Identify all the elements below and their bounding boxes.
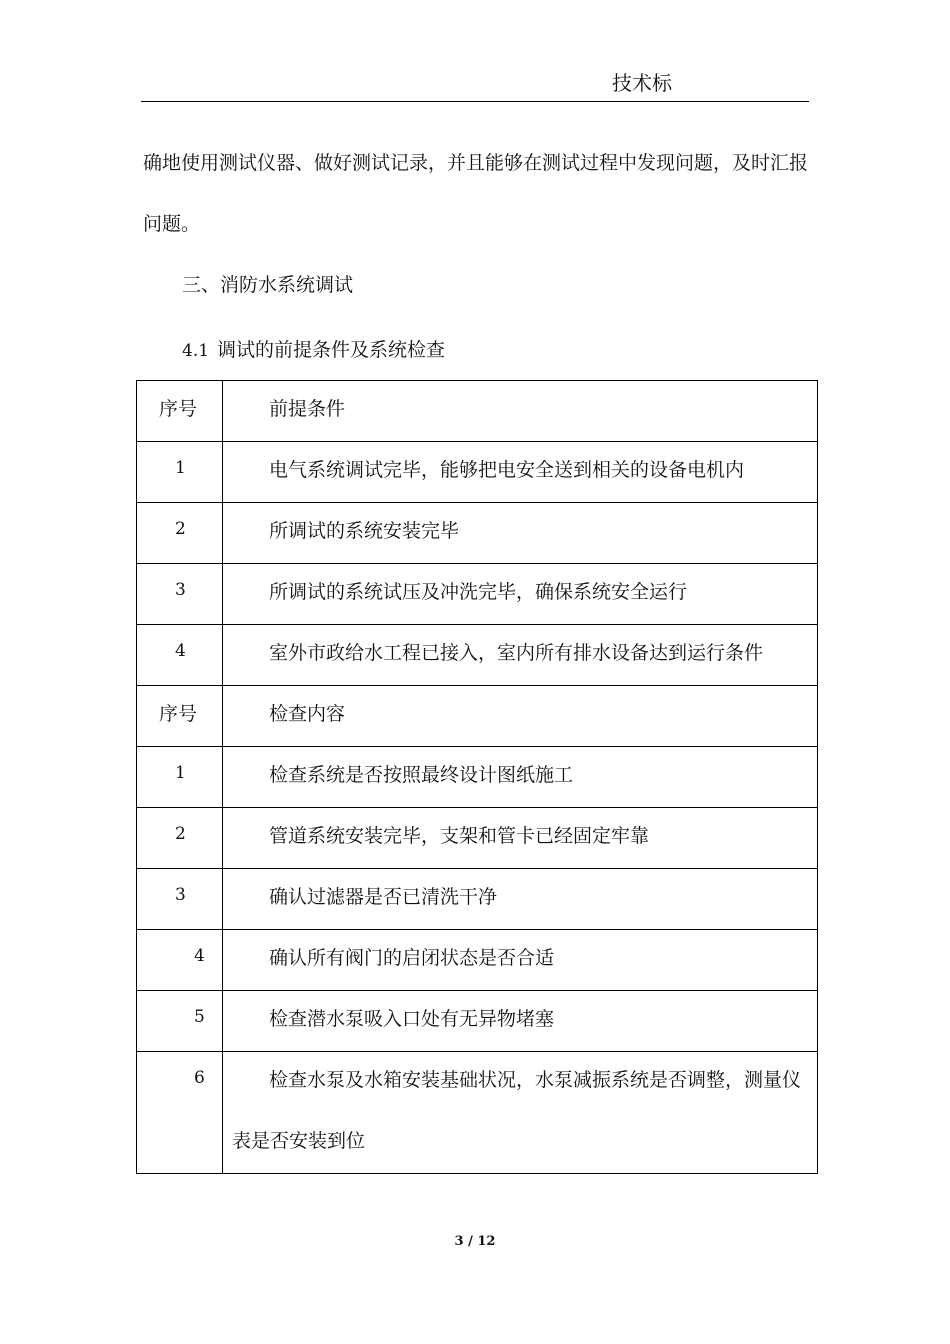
row-content: 管道系统安装完毕，支架和管卡已经固定牢靠 xyxy=(269,825,650,847)
row-seq: 4 xyxy=(194,946,205,966)
row-seq: 2 xyxy=(175,824,186,844)
row-seq: 3 xyxy=(175,580,186,600)
table-cell xyxy=(223,381,818,442)
table-cell xyxy=(137,930,223,991)
table-cell xyxy=(137,442,223,503)
table-row xyxy=(137,808,818,869)
body-paragraph-line-1: 确地使用测试仪器、做好测试记录，并且能够在测试过程中发现问题，及时汇报 xyxy=(143,152,809,174)
table-cell xyxy=(137,747,223,808)
header-divider xyxy=(141,101,809,102)
body-paragraph-line-2: 问题。 xyxy=(143,213,201,235)
table-row xyxy=(137,930,818,991)
table-row xyxy=(137,747,818,808)
column-header-check-items: 检查内容 xyxy=(269,703,346,725)
commissioning-table xyxy=(136,380,818,1174)
table-cell xyxy=(223,625,818,686)
row-content: 检查潜水泵吸入口处有无异物堵塞 xyxy=(269,1008,555,1030)
table-cell xyxy=(223,869,818,930)
table-cell xyxy=(223,930,818,991)
table-header-row-prerequisites xyxy=(137,381,818,442)
row-content: 室外市政给水工程已接入，室内所有排水设备达到运行条件 xyxy=(269,642,764,664)
row-content: 所调试的系统安装完毕 xyxy=(269,520,460,542)
column-header-prerequisites: 前提条件 xyxy=(269,398,346,420)
row-seq: 3 xyxy=(175,885,186,905)
table-cell xyxy=(223,564,818,625)
header-title: 技术标 xyxy=(612,71,672,95)
table-cell xyxy=(137,686,223,747)
row-content: 确认所有阀门的启闭状态是否合适 xyxy=(269,947,555,969)
row-seq: 6 xyxy=(194,1068,205,1088)
table-header-row-checks xyxy=(137,686,818,747)
table-row xyxy=(137,869,818,930)
table-row xyxy=(137,625,818,686)
table-row xyxy=(137,442,818,503)
table-cell xyxy=(223,442,818,503)
table-cell xyxy=(137,991,223,1052)
column-header-seq: 序号 xyxy=(159,703,198,725)
row-seq: 5 xyxy=(194,1007,205,1027)
table-cell xyxy=(137,503,223,564)
table-cell xyxy=(137,869,223,930)
table-cell xyxy=(223,808,818,869)
table-cell xyxy=(137,381,223,442)
table-row xyxy=(137,991,818,1052)
row-seq: 1 xyxy=(175,763,186,783)
table-cell xyxy=(223,503,818,564)
table-row xyxy=(137,564,818,625)
row-seq: 4 xyxy=(175,641,186,661)
row-content: 检查水泵及水箱安装基础状况，水泵减振系统是否调整，测量仪表是否安装到位 xyxy=(232,1069,802,1152)
table-row xyxy=(137,503,818,564)
row-content: 检查系统是否按照最终设计图纸施工 xyxy=(269,764,574,786)
section-heading: 三、消防水系统调试 xyxy=(182,274,354,296)
row-seq: 2 xyxy=(175,519,186,539)
row-seq: 1 xyxy=(175,458,186,478)
row-content: 确认过滤器是否已清洗干净 xyxy=(269,886,498,908)
table-cell xyxy=(223,686,818,747)
row-content: 所调试的系统试压及冲洗完毕，确保系统安全运行 xyxy=(269,581,688,603)
table-cell xyxy=(137,625,223,686)
table-cell xyxy=(223,747,818,808)
table-cell xyxy=(137,1052,223,1174)
table-cell xyxy=(137,808,223,869)
row-content: 电气系统调试完毕，能够把电安全送到相关的设备电机内 xyxy=(269,459,745,481)
subsection-heading xyxy=(182,337,445,364)
table-cell xyxy=(223,1052,818,1174)
column-header-seq: 序号 xyxy=(159,398,198,420)
subsection-number: 4.1 xyxy=(182,341,210,361)
table-cell xyxy=(223,991,818,1052)
table-row xyxy=(137,1052,818,1174)
page-indicator: 3 / 12 xyxy=(454,1234,496,1249)
table-cell xyxy=(137,564,223,625)
subsection-title: 调试的前提条件及系统检查 xyxy=(217,339,446,361)
